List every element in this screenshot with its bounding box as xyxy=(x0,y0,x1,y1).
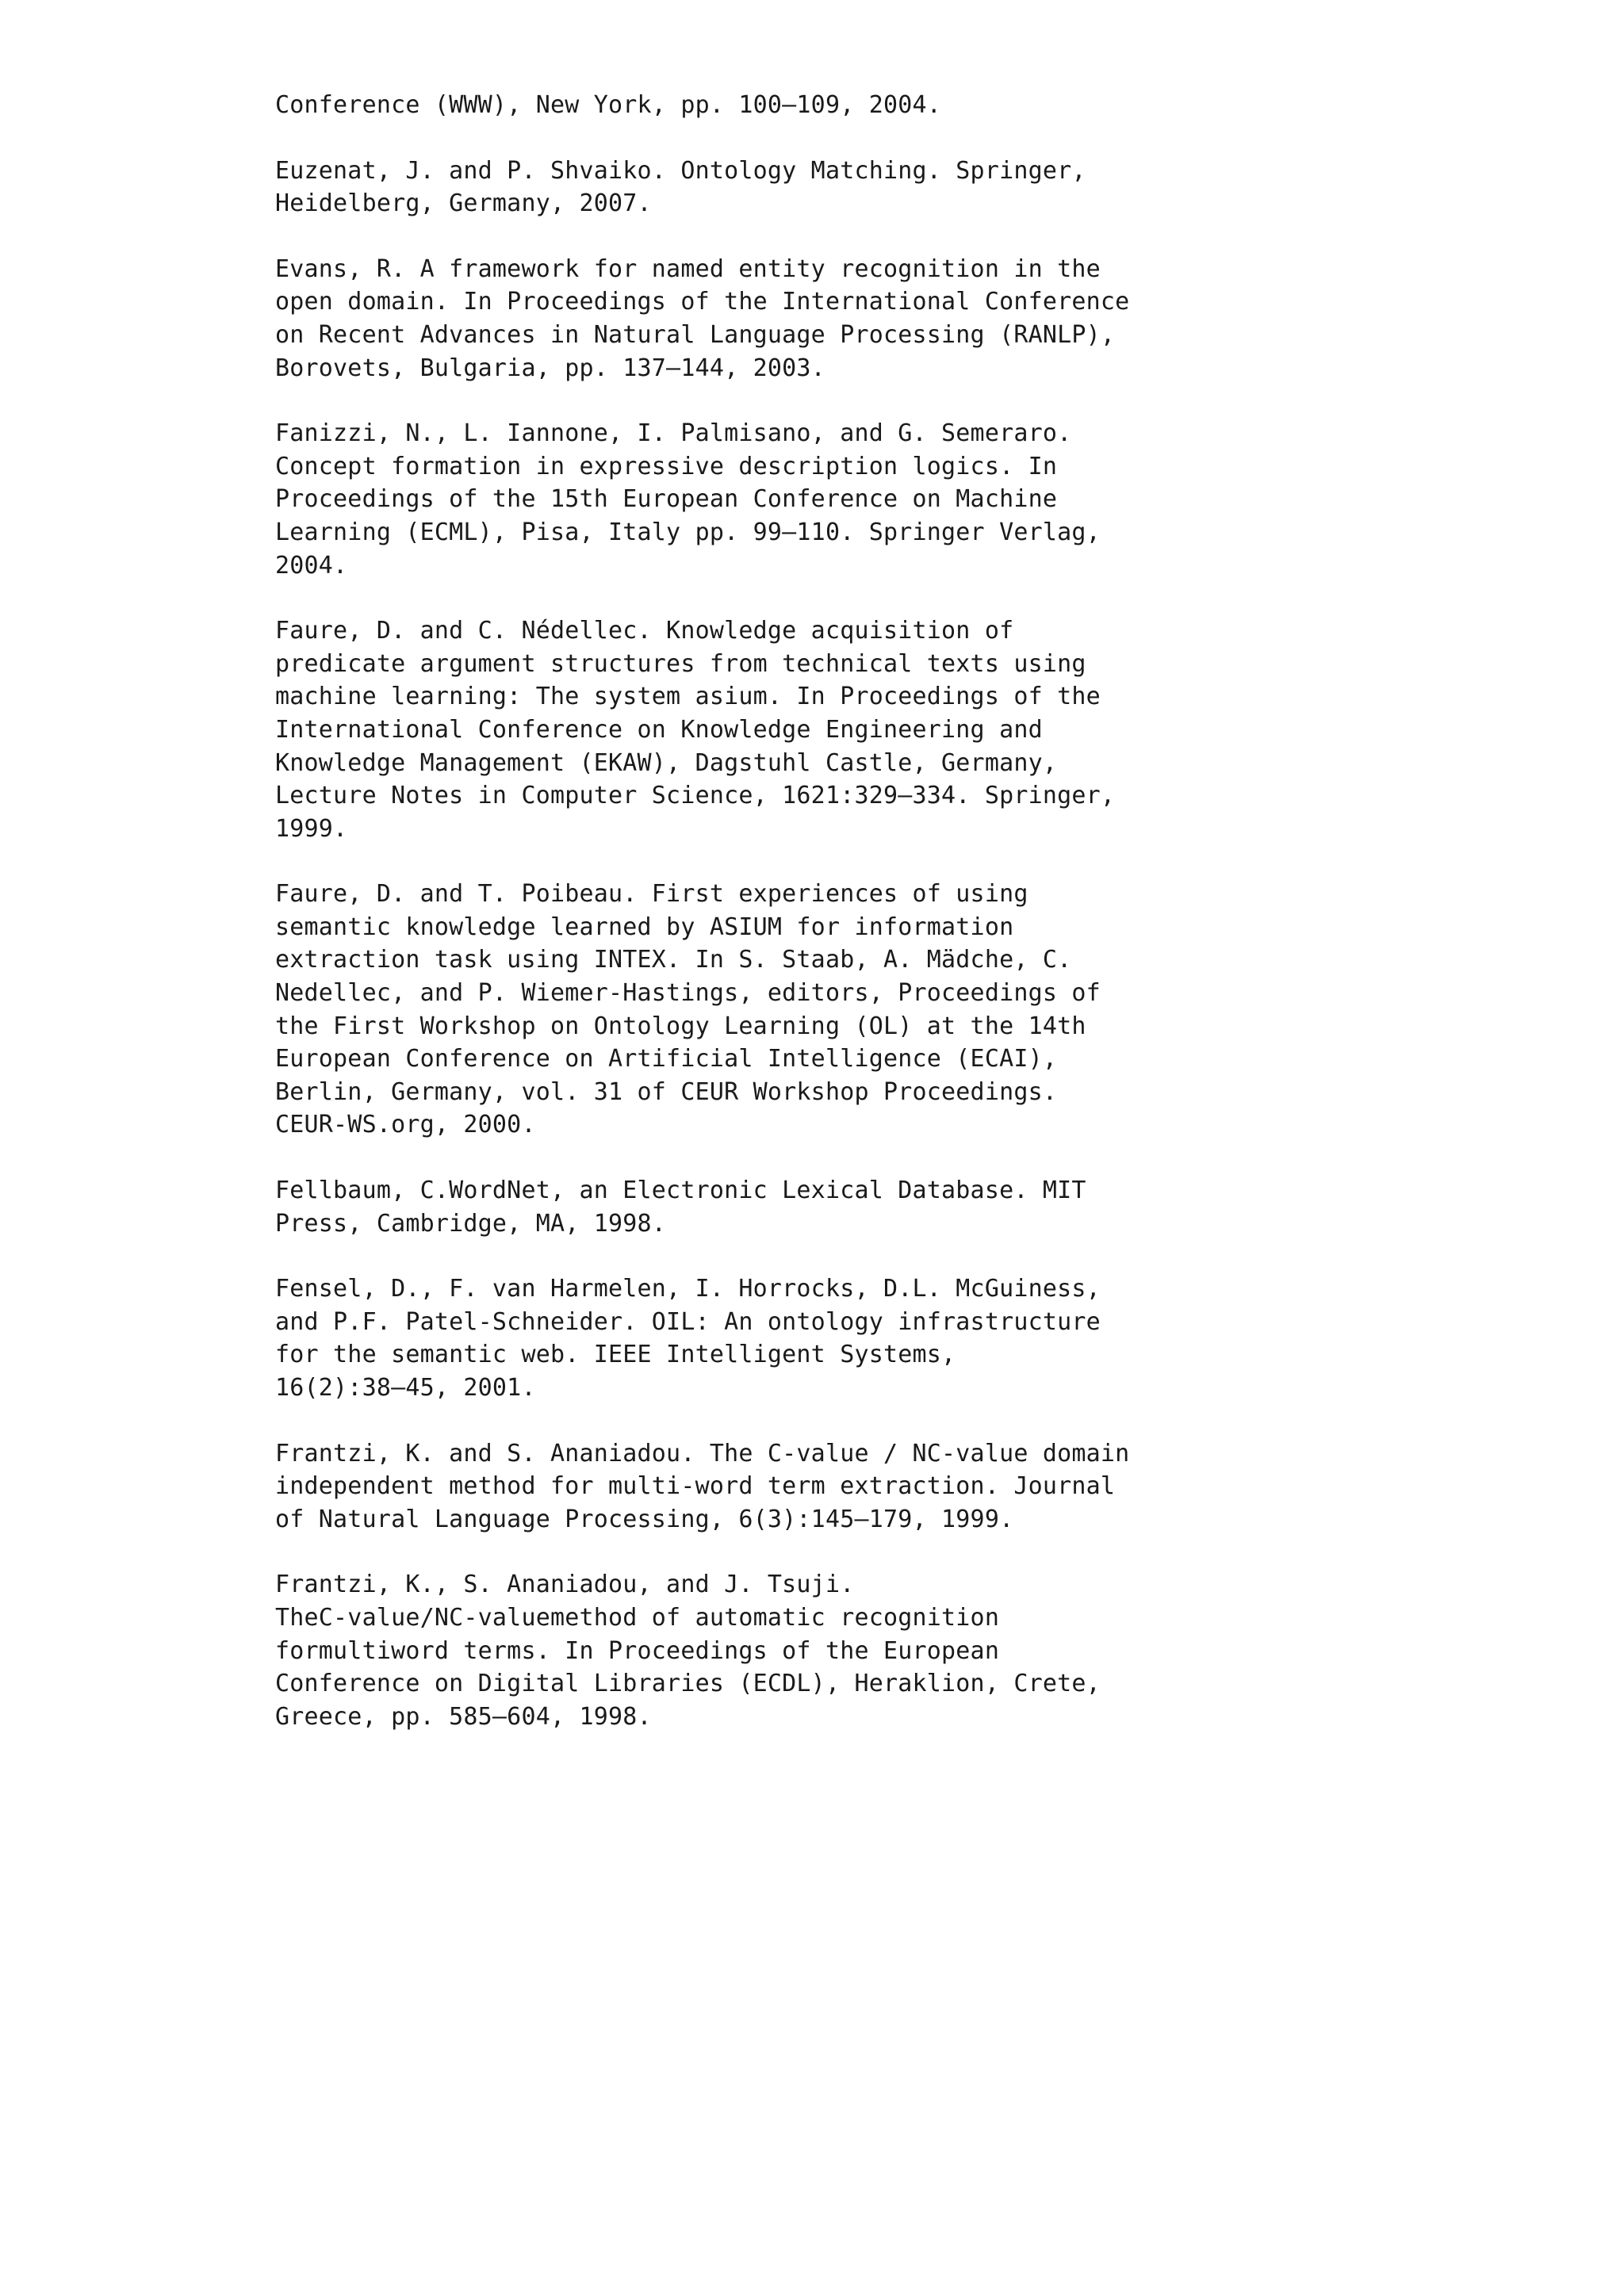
reference-entry xyxy=(275,89,1465,122)
reference-entry xyxy=(275,1272,1465,1404)
reference-line: Nedellec, and P. Wiemer-Hastings, editors, Proceedings of xyxy=(275,979,1101,1008)
reference-line: semantic knowledge learned by ASIUM for information xyxy=(275,913,1014,941)
reference-line: Fensel, D., F. van Harmelen, I. Horrocks, D.L. McGuiness, xyxy=(275,1275,1101,1303)
reference-line: formultiword terms. In Proceedings of the European xyxy=(275,1636,1000,1665)
reference-line: 16(2):38–45, 2001. xyxy=(275,1374,536,1402)
reference-line: Frantzi, K. and S. Ananiadou. The C-value / NC-value domain xyxy=(275,1439,1130,1468)
reference-line: Conference on Digital Libraries (ECDL), Heraklion, Crete, xyxy=(275,1670,1101,1698)
reference-line: on Recent Advances in Natural Language Processing (RANLP), xyxy=(275,320,1116,349)
reference-line: Press, Cambridge, MA, 1998. xyxy=(275,1209,667,1238)
reference-line: Knowledge Management (EKAW), Dagstuhl Castle, Germany, xyxy=(275,748,1058,777)
reference-entry xyxy=(275,614,1465,845)
reference-line: International Conference on Knowledge Engineering and xyxy=(275,715,1043,744)
reference-line: Evans, R. A framework for named entity recognition in the xyxy=(275,254,1101,283)
reference-entry xyxy=(275,1174,1465,1240)
reference-line: and P.F. Patel-Schneider. OIL: An ontology infrastructure xyxy=(275,1307,1101,1336)
reference-entry xyxy=(275,417,1465,582)
reference-line: Concept formation in expressive description logics. In xyxy=(275,452,1058,480)
reference-entry xyxy=(275,878,1465,1142)
reference-line: Faure, D. and C. Nédellec. Knowledge acquisition of xyxy=(275,617,1014,645)
reference-line: extraction task using INTEX. In S. Staab, A. Mädche, C. xyxy=(275,946,1072,974)
reference-line: Frantzi, K., S. Ananiadou, and J. Tsuji. xyxy=(275,1571,855,1599)
reference-entry xyxy=(275,155,1465,220)
reference-line: of Natural Language Processing, 6(3):145–179, 1999. xyxy=(275,1505,1014,1533)
reference-line: Proceedings of the 15th European Conference on Machine xyxy=(275,485,1058,514)
reference-line: Heidelberg, Germany, 2007. xyxy=(275,189,652,218)
reference-line: European Conference on Artificial Intelligence (ECAI), xyxy=(275,1045,1058,1073)
reference-line: Fellbaum, C.WordNet, an Electronic Lexical Database. MIT xyxy=(275,1177,1086,1205)
reference-line: Learning (ECML), Pisa, Italy pp. 99–110. Springer Verlag, xyxy=(275,518,1101,546)
reference-line: the First Workshop on Ontology Learning (OL) at the 14th xyxy=(275,1012,1086,1040)
reference-line: predicate argument structures from technical texts using xyxy=(275,649,1086,678)
reference-line: TheC-value/NC-valuemethod of automatic recognition xyxy=(275,1603,1000,1632)
reference-line: CEUR-WS.org, 2000. xyxy=(275,1111,536,1139)
reference-line: Berlin, Germany, vol. 31 of CEUR Workshop Proceedings. xyxy=(275,1077,1058,1106)
reference-entry xyxy=(275,1568,1465,1733)
reference-line: Greece, pp. 585–604, 1998. xyxy=(275,1702,652,1731)
reference-line: Lecture Notes in Computer Science, 1621:329–334. Springer, xyxy=(275,782,1116,810)
reference-line: Conference (WWW), New York, pp. 100–109, 2004. xyxy=(275,91,942,119)
reference-line: 2004. xyxy=(275,551,348,580)
reference-entry xyxy=(275,1437,1465,1536)
reference-entry xyxy=(275,253,1465,385)
reference-line: 1999. xyxy=(275,814,348,843)
reference-line: Euzenat, J. and P. Shvaiko. Ontology Matching. Springer, xyxy=(275,156,1086,185)
reference-list xyxy=(275,89,1465,1766)
reference-line: independent method for multi-word term extraction. Journal xyxy=(275,1472,1116,1501)
reference-line: Fanizzi, N., L. Iannone, I. Palmisano, and G. Semeraro. xyxy=(275,419,1072,448)
reference-line: Borovets, Bulgaria, pp. 137–144, 2003. xyxy=(275,354,825,382)
reference-line: machine learning: The system asium. In Proceedings of the xyxy=(275,683,1101,711)
reference-line: for the semantic web. IEEE Intelligent Systems, xyxy=(275,1341,956,1369)
reference-line: Faure, D. and T. Poibeau. First experiences of using xyxy=(275,880,1028,909)
reference-line: open domain. In Proceedings of the International Conference xyxy=(275,288,1130,316)
